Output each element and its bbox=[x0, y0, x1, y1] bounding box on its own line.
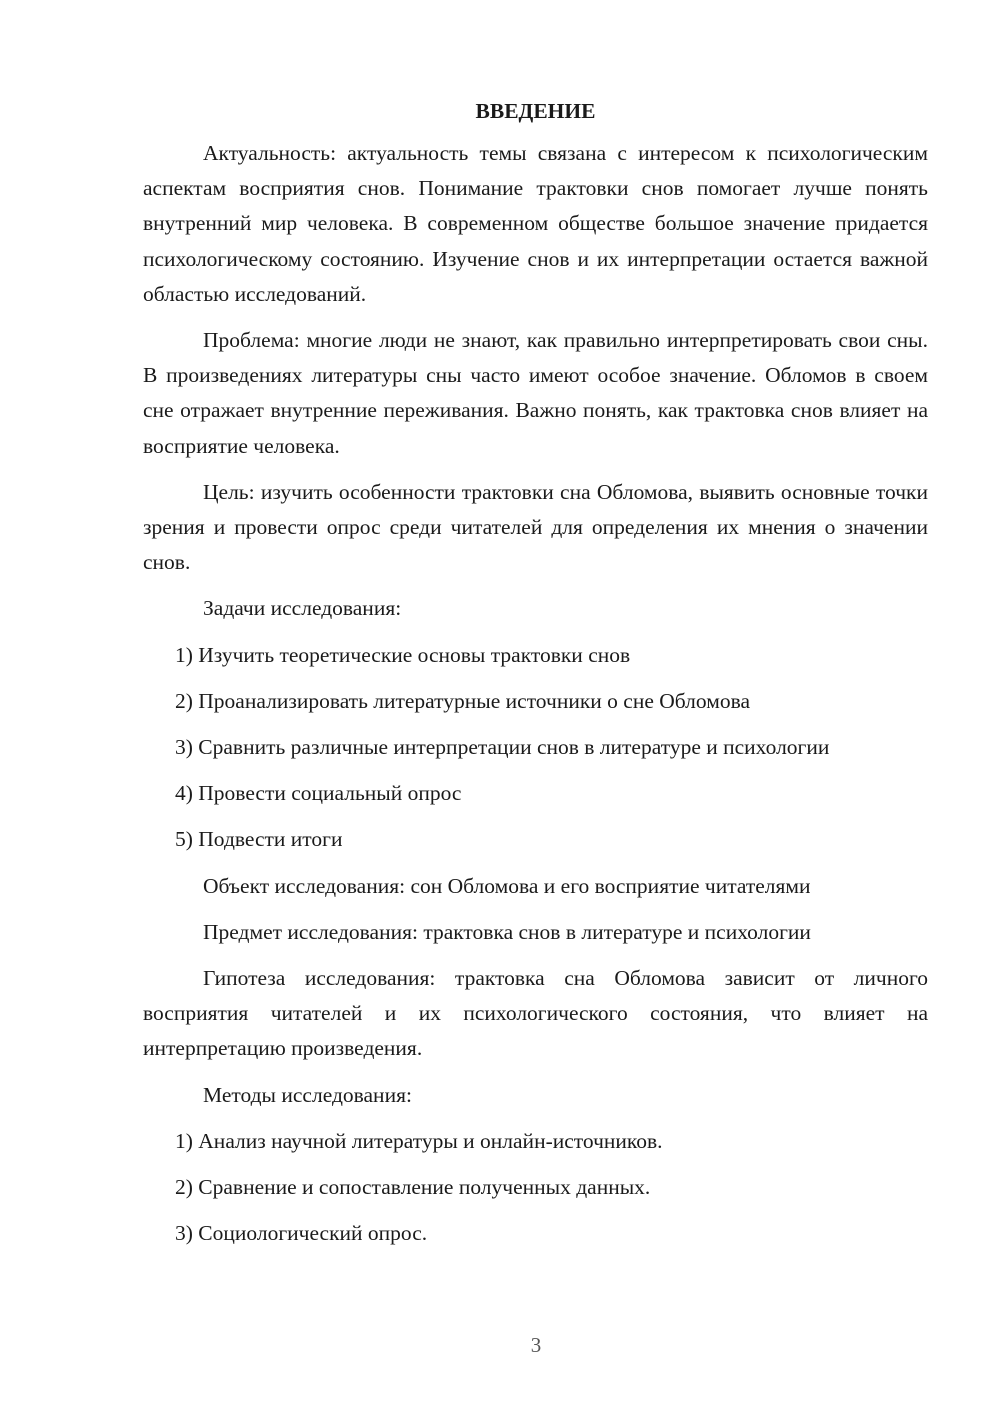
hypothesis-paragraph: Гипотеза исследования: трактовка сна Обломова зависит от личного восприятия читателей и их психологического состояния, что влияет на интерпретацию произведения. bbox=[143, 966, 928, 1061]
task-item-3: 3) Сравнить различные интерпретации снов в литературе и психологии bbox=[175, 735, 830, 760]
tasks-heading: Задачи исследования: bbox=[203, 596, 402, 621]
relevance-paragraph: Актуальность: актуальность темы связана с интересом к психологическим аспектам восприятия снов. Понимание трактовки снов помогает лучше понять внутренний мир человека. В современном обществе большое значение придается психологическому состоянию. Изучение снов и их интерпретации остается важной областью исследований. bbox=[143, 141, 928, 306]
section-title: ВВЕДЕНИЕ bbox=[475, 99, 596, 123]
object-line: Объект исследования: сон Обломова и его восприятие читателями bbox=[203, 873, 811, 898]
page-content bbox=[143, 94, 928, 1262]
task-item-4: 4) Провести социальный опрос bbox=[175, 781, 462, 806]
task-item-2: 2) Проанализировать литературные источники о сне Обломова bbox=[175, 688, 751, 713]
methods-heading: Методы исследования: bbox=[203, 1082, 412, 1107]
method-item-2: 2) Сравнение и сопоставление полученных данных. bbox=[175, 1175, 651, 1200]
task-item-5: 5) Подвести итоги bbox=[175, 827, 343, 852]
subject-line: Предмет исследования: трактовка снов в литературе и психологии bbox=[203, 919, 811, 944]
page-number: 3 bbox=[530, 1333, 542, 1357]
method-item-3: 3) Социологический опрос. bbox=[175, 1221, 428, 1246]
task-item-1: 1) Изучить теоретические основы трактовки снов bbox=[175, 642, 631, 667]
problem-paragraph: Проблема: многие люди не знают, как правильно интерпретировать свои сны. В произведениях литературы сны часто имеют особое значение. Обломов в своем сне отражает внутренние переживания. Важно понять, как трактовка снов влияет на восприятие человека. bbox=[143, 328, 928, 458]
goal-paragraph: Цель: изучить особенности трактовки сна Обломова, выявить основные точки зрения и провести опрос среди читателей для определения их мнения о значении снов. bbox=[143, 479, 928, 575]
method-item-1: 1) Анализ научной литературы и онлайн-источников. bbox=[175, 1128, 663, 1153]
